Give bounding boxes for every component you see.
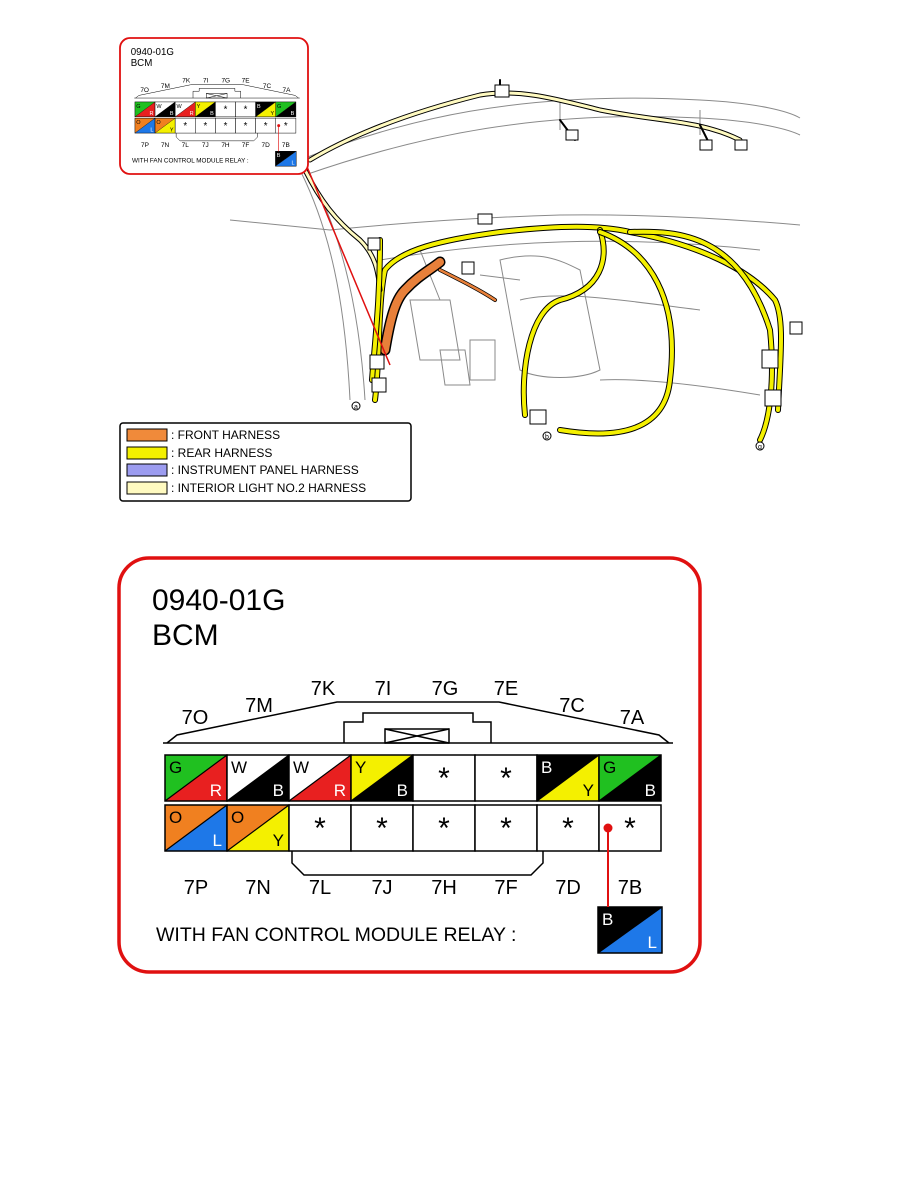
- small-pin-7m-color-2: B: [169, 111, 174, 118]
- small-pin-7e-label: *: [243, 104, 248, 116]
- legend-label-instrument-panel: : INSTRUMENT PANEL HARNESS: [171, 463, 359, 477]
- small-pin-7o-color-2: R: [149, 111, 154, 118]
- small-relay-leader-dot: [277, 124, 280, 127]
- small-bottom-label-7p: 7P: [141, 142, 149, 150]
- large-bottom-label-7l: 7L: [308, 877, 332, 899]
- large-relay-pin: [598, 907, 662, 953]
- small-pin-7a-color-2: B: [290, 111, 295, 118]
- small-pin-7n: [155, 118, 175, 133]
- large-top-label-7c: 7C: [559, 695, 585, 717]
- large-pin-7c: [537, 755, 599, 801]
- large-pin-7a-color-1: G: [603, 758, 617, 777]
- large-bottom-label-7f: 7F: [494, 877, 518, 899]
- large-pin-7l-label: *: [314, 812, 326, 846]
- small-top-label-7i: 7I: [202, 77, 209, 85]
- small-top-label-7o: 7O: [140, 86, 149, 94]
- small-pin-7o-color-1: G: [136, 103, 141, 110]
- large-connector-code: 0940-01G: [152, 584, 286, 617]
- small-pin-7c: [256, 102, 276, 117]
- large-pin-7n: [227, 805, 289, 851]
- small-top-label-7c: 7C: [262, 82, 272, 90]
- small-pin-7l: [175, 118, 195, 133]
- small-pin-7c-color-1: B: [256, 103, 261, 110]
- small-relay-pin-color-2: L: [291, 160, 295, 167]
- small-pin-7b-label: *: [283, 120, 288, 132]
- large-pin-7p-color-1: O: [169, 808, 183, 827]
- large-pin-7f: [475, 805, 537, 851]
- large-top-label-7e: 7E: [493, 678, 519, 700]
- large-pin-7k: [289, 755, 351, 801]
- small-relay-pin-color-1: B: [276, 153, 281, 160]
- legend-label-front: : FRONT HARNESS: [171, 428, 281, 442]
- small-pin-7o: [135, 102, 155, 117]
- large-pin-7e-label: *: [500, 762, 512, 796]
- small-pin-7p-color-2: L: [150, 127, 154, 134]
- small-bottom-label-7d: 7D: [261, 142, 270, 150]
- large-pin-7g-label: *: [438, 762, 450, 796]
- large-relay-note: WITH FAN CONTROL MODULE RELAY :: [156, 924, 517, 946]
- large-pin-7a-color-2: B: [644, 781, 656, 800]
- small-pin-7n-color-2: Y: [169, 127, 174, 134]
- large-pin-7j: [351, 805, 413, 851]
- large-bottom-label-7n: 7N: [245, 877, 271, 899]
- large-pin-7m: [227, 755, 289, 801]
- large-bottom-label-7j: 7J: [371, 877, 393, 899]
- large-pin-7o: [165, 755, 227, 801]
- small-top-label-7a: 7A: [282, 86, 291, 94]
- large-top-label-7g: 7G: [431, 678, 459, 700]
- small-pin-7a-color-1: G: [277, 103, 282, 110]
- small-pin-7k-color-2: R: [189, 111, 194, 118]
- large-pin-7o-color-1: G: [169, 758, 183, 777]
- small-bottom-label-7l: 7L: [181, 142, 189, 150]
- small-pin-7k-color-1: W: [176, 103, 182, 110]
- large-pin-7h: [413, 805, 475, 851]
- small-pin-7k: [175, 102, 195, 117]
- small-top-label-7g: 7G: [221, 77, 231, 85]
- small-pin-7g-label: *: [223, 104, 228, 116]
- small-pin-7p-color-1: O: [136, 119, 141, 126]
- interior-light-harness-wire: [310, 80, 740, 160]
- legend-swatch-rear: [127, 447, 167, 459]
- large-pin-7d-label: *: [562, 812, 574, 846]
- legend-swatch-interior-light: [127, 482, 167, 494]
- small-top-label-7m: 7M: [160, 82, 170, 90]
- small-bottom-label-7h: 7H: [221, 142, 230, 150]
- small-connector-name: BCM: [130, 58, 153, 70]
- small-connector-code: 0940-01G: [130, 46, 174, 58]
- large-pin-7f-label: *: [500, 812, 512, 846]
- small-pin-7a: [276, 102, 296, 117]
- callout-a: [352, 402, 360, 411]
- legend-swatch-instrument-panel: [127, 464, 167, 476]
- large-pin-7k-color-2: R: [333, 781, 346, 800]
- large-pin-7c-color-1: B: [541, 758, 553, 777]
- small-relay-pin: [275, 151, 296, 166]
- small-pin-7n-color-1: O: [156, 119, 161, 126]
- small-bottom-label-7f: 7F: [241, 142, 250, 150]
- large-top-label-7o: 7O: [181, 707, 209, 729]
- large-pin-7i: [351, 755, 413, 801]
- small-pin-7e: [236, 102, 256, 117]
- large-pin-7l: [289, 805, 351, 851]
- front-harness-wire: [385, 262, 495, 350]
- large-top-label-7i: 7I: [374, 678, 392, 700]
- small-pin-7d-label: *: [263, 120, 268, 132]
- small-top-label-7k: 7K: [182, 77, 191, 85]
- large-pin-7b-label: *: [624, 812, 636, 846]
- large-top-label-7m: 7M: [245, 695, 273, 717]
- small-relay-note: WITH FAN CONTROL MODULE RELAY :: [132, 157, 249, 165]
- large-pin-7j-label: *: [376, 812, 388, 846]
- small-pin-7f-label: *: [243, 120, 248, 132]
- large-top-label-7a: 7A: [619, 707, 645, 729]
- small-pin-7h-label: *: [223, 120, 228, 132]
- small-bottom-label-7n: 7N: [160, 142, 170, 150]
- small-pin-7f: [236, 118, 256, 133]
- large-pin-7o-color-2: R: [209, 781, 222, 800]
- svg-text:a: a: [354, 404, 358, 411]
- small-pin-7l-label: *: [183, 120, 188, 132]
- callout-b: [543, 432, 551, 441]
- legend-label-interior-light: : INTERIOR LIGHT NO.2 HARNESS: [171, 481, 367, 495]
- small-pin-7d: [256, 118, 276, 133]
- small-top-label-7e: 7E: [241, 77, 250, 85]
- large-pin-7c-color-2: Y: [582, 781, 594, 800]
- large-bottom-label-7b: 7B: [617, 877, 643, 899]
- small-pin-7i: [195, 102, 215, 117]
- small-pin-7j-label: *: [203, 120, 208, 132]
- large-pin-7h-label: *: [438, 812, 450, 846]
- small-bottom-label-7b: 7B: [281, 142, 290, 150]
- small-pin-7m-color-1: W: [156, 103, 162, 110]
- svg-text:g: g: [758, 444, 762, 451]
- small-pin-7p: [135, 118, 155, 133]
- legend-label-rear: : REAR HARNESS: [171, 446, 273, 460]
- large-pin-7i-color-1: Y: [355, 758, 367, 777]
- svg-text:b: b: [545, 434, 549, 441]
- large-relay-leader-dot: [604, 824, 613, 833]
- small-pin-7j: [195, 118, 215, 133]
- small-pin-7c-color-2: Y: [270, 111, 275, 118]
- large-pin-7d: [537, 805, 599, 851]
- large-pin-7n-color-2: Y: [272, 831, 284, 850]
- large-top-label-7k: 7K: [310, 678, 336, 700]
- small-pin-7i-color-2: B: [210, 111, 214, 118]
- callout-g: [756, 442, 764, 451]
- large-pin-7k-color-1: W: [293, 758, 310, 777]
- small-bottom-label-7j: 7J: [201, 142, 209, 150]
- large-pin-7m-color-2: B: [272, 781, 284, 800]
- large-bottom-label-7d: 7D: [555, 877, 581, 899]
- large-pin-7g: [413, 755, 475, 801]
- large-pin-7p: [165, 805, 227, 851]
- large-pin-7p-color-2: L: [212, 831, 222, 850]
- large-bottom-label-7h: 7H: [431, 877, 457, 899]
- large-pin-7a: [599, 755, 661, 801]
- large-pin-7m-color-1: W: [231, 758, 248, 777]
- large-pin-7n-color-1: O: [231, 808, 245, 827]
- large-pin-7i-color-2: B: [396, 781, 408, 800]
- large-relay-pin-color-2: L: [647, 933, 657, 952]
- small-pin-7m: [155, 102, 175, 117]
- small-pin-7h: [215, 118, 235, 133]
- large-relay-pin-color-1: B: [602, 910, 614, 929]
- legend-swatch-front: [127, 429, 167, 441]
- large-pin-7e: [475, 755, 537, 801]
- large-connector-name: BCM: [152, 619, 219, 652]
- small-pin-7g: [215, 102, 235, 117]
- rear-harness-wire: [305, 170, 781, 440]
- small-pin-7i-color-1: Y: [196, 103, 201, 110]
- large-bottom-label-7p: 7P: [183, 877, 209, 899]
